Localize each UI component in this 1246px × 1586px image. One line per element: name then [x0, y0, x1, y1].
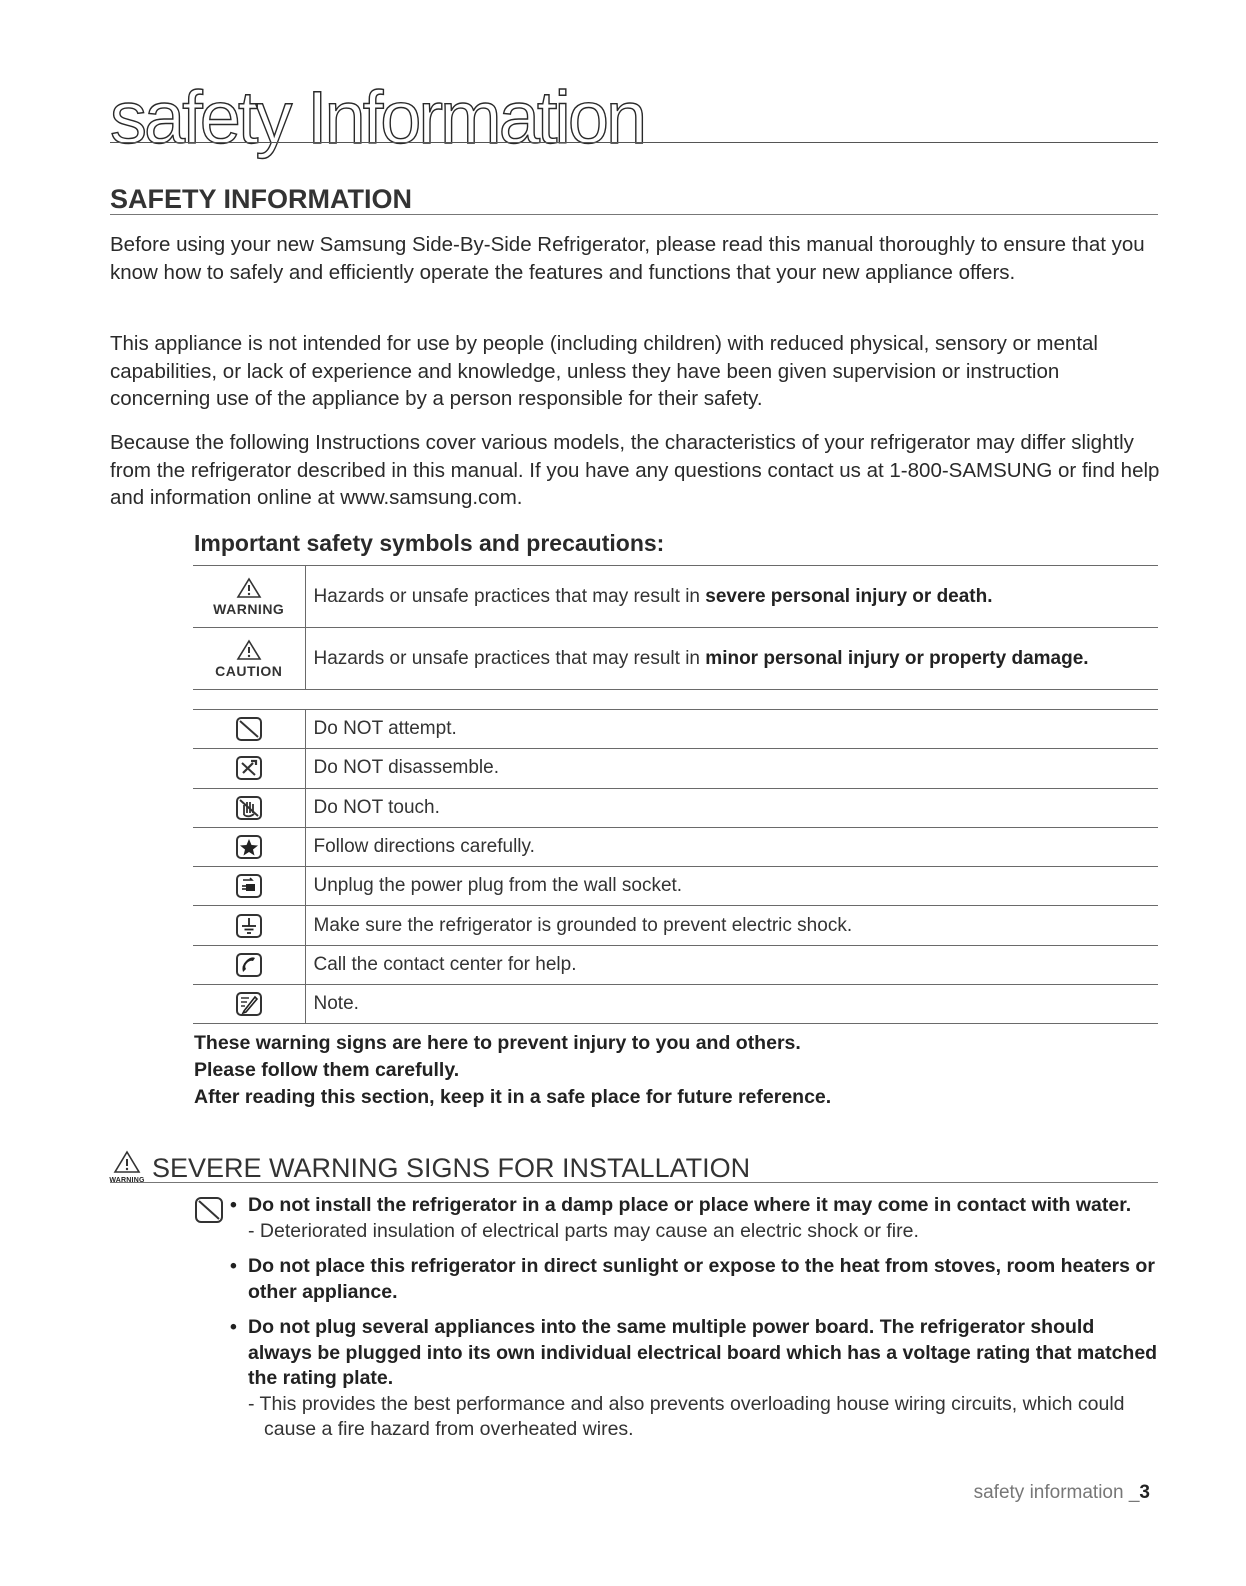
no-touch-icon: [235, 795, 263, 821]
item-main: Do not install the refrigerator in a damp place or place where it may come in contact with water.: [248, 1194, 1132, 1216]
note-line: After reading this section, keep it in a safe place for future reference.: [194, 1086, 832, 1108]
severe-title: SEVERE WARNING SIGNS FOR INSTALLATION: [152, 1153, 751, 1183]
table-row: [193, 788, 1158, 827]
note-line: Please follow them carefully.: [194, 1059, 460, 1081]
table-row: [193, 867, 1158, 906]
no-disassemble-icon: [235, 755, 263, 781]
follow-directions-icon: [235, 834, 263, 860]
note-icon: [235, 991, 263, 1017]
table-row: [193, 827, 1158, 866]
symbol-text: Note.: [305, 985, 1158, 1024]
page-footer: [930, 1482, 1150, 1504]
severe-divider: [110, 1182, 1158, 1183]
symbols-heading: Important safety symbols and precautions:: [194, 530, 665, 556]
title-divider: [110, 142, 1158, 143]
phone-icon: [235, 952, 263, 978]
warning-text: Hazards or unsafe practices that may result in: [313, 585, 706, 607]
no-attempt-icon: [235, 716, 263, 742]
warning-triangle-icon: [113, 1150, 141, 1174]
warning-notes: [194, 1030, 831, 1111]
list-item: • Do not plug several appliances into the same multiple power board. The refrigerator should always be plugged into its own individual electrical board which has a voltage rating that matched the rating plate. - This provides the best performance and also prevents overloading house wiring circuits, which could cause a fire hazard from overheated wires.: [230, 1315, 1160, 1443]
symbol-text: Follow directions carefully.: [305, 827, 1158, 866]
list-item: • Do not install the refrigerator in a damp place or place where it may come in contact with water. - Deteriorated insulation of electrical parts may cause an electric shock or fire.: [230, 1193, 1160, 1244]
intro-paragraph: Before using your new Samsung Side-By-Side Refrigerator, please read this manual thoroughly to ensure that you know how to safely and efficiently operate the features and functions that your new appliance offers.: [110, 233, 1145, 284]
warning-emphasis: severe personal injury or death.: [705, 585, 993, 607]
note-line: These warning signs are here to prevent injury to you and others.: [194, 1032, 801, 1054]
symbol-text: Call the contact center for help.: [305, 945, 1158, 984]
caution-text: Hazards or unsafe practices that may result in: [313, 647, 706, 669]
table-row: [193, 945, 1158, 984]
symbols-table: [193, 709, 1158, 1024]
section-heading: SAFETY INFORMATION: [110, 184, 412, 214]
capabilities-paragraph: This appliance is not intended for use by people (including children) with reduced physical, sensory or mental capabilities, or lack of experience and knowledge, unless they have been given supervision or instruction concerning use of the appliance by a person responsible for their safety.: [110, 332, 1098, 410]
warning-triangle-icon: [236, 577, 262, 599]
warning-label: WARNING: [213, 600, 285, 617]
hazard-table: [193, 565, 1158, 690]
severe-icon-label: WARNING: [109, 1177, 145, 1184]
item-sub: - This provides the best performance and also prevents overloading house wiring circuits, which could cause a fire hazard from overheated wires.: [248, 1392, 1125, 1440]
table-row: [193, 566, 1158, 628]
item-main: Do not place this refrigerator in direct sunlight or expose to the heat from stoves, room heaters or other appliance.: [248, 1255, 1155, 1303]
list-item: • Do not place this refrigerator in direct sunlight or expose to the heat from stoves, room heaters or other appliance.: [230, 1254, 1160, 1305]
page-title: safety Information: [110, 76, 645, 159]
severe-warning-list: [230, 1193, 1160, 1443]
item-main: Do not plug several appliances into the same multiple power board. The refrigerator should always be plugged into its own individual electrical board which has a voltage rating that matched the rating plate.: [248, 1316, 1158, 1389]
caution-label: CAUTION: [215, 662, 283, 679]
caution-emphasis: minor personal injury or property damage.: [705, 647, 1089, 669]
unplug-icon: [235, 873, 263, 899]
table-row: [193, 628, 1158, 690]
section-divider: [110, 214, 1158, 215]
table-row: [193, 985, 1158, 1024]
symbol-text: Unplug the power plug from the wall socket.: [305, 867, 1158, 906]
models-paragraph: Because the following Instructions cover various models, the characteristics of your refrigerator may differ slightly from the refrigerator described in this manual. If you have any questions contact us at 1-800-SAMSUNG or find help and information online at www.samsung.com.: [110, 431, 1160, 509]
no-attempt-icon: [194, 1196, 224, 1224]
ground-icon: [235, 913, 263, 939]
symbol-text: Do NOT touch.: [305, 788, 1158, 827]
table-row: [193, 906, 1158, 945]
footer-text: safety information _: [973, 1482, 1140, 1503]
severe-warning-heading: [104, 1150, 750, 1184]
item-sub: - Deteriorated insulation of electrical parts may cause an electric shock or fire.: [248, 1219, 919, 1242]
table-row: [193, 749, 1158, 788]
symbol-text: Do NOT disassemble.: [305, 749, 1158, 788]
symbol-text: Do NOT attempt.: [305, 710, 1158, 749]
caution-triangle-icon: [236, 639, 262, 661]
page-number: 3: [1139, 1482, 1150, 1503]
symbol-text: Make sure the refrigerator is grounded to prevent electric shock.: [305, 906, 1158, 945]
table-row: [193, 710, 1158, 749]
